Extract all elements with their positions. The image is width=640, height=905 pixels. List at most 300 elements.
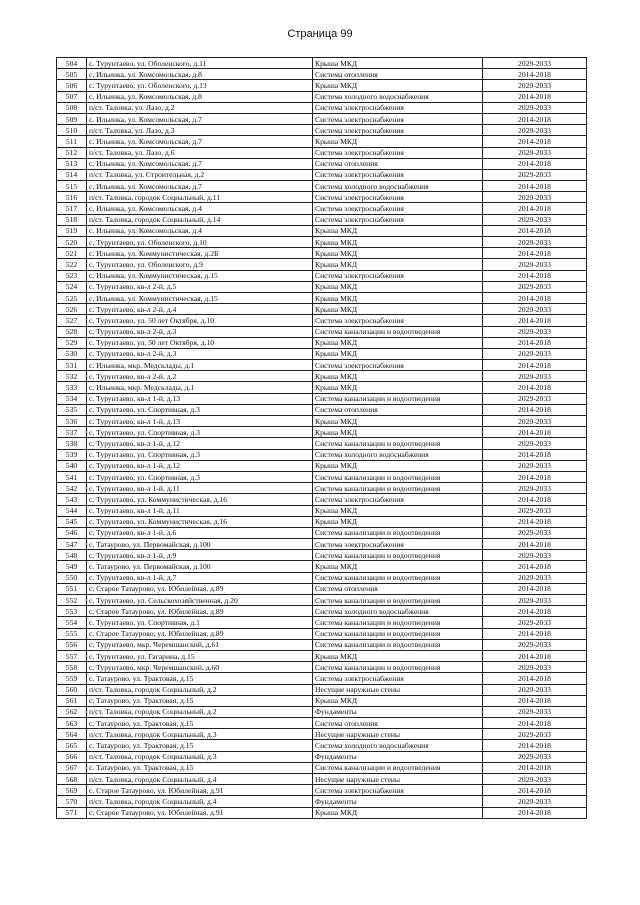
address-cell: с. Турунтаево, кв-л 1-й, д.7 bbox=[87, 572, 313, 583]
address-cell: с. Турунтаево, кв-л 2-й, д.3 bbox=[87, 348, 313, 359]
address-cell: с. Ильинка, ул. Коммунистическая, д.15 bbox=[87, 292, 313, 303]
table-row bbox=[57, 69, 587, 80]
period-cell: 2029-2033 bbox=[483, 617, 587, 628]
address-cell: с. Турунтаево, кв-л 1-й, д.13 bbox=[87, 416, 313, 427]
period-cell: 2029-2033 bbox=[483, 796, 587, 807]
address-cell: п/ст. Таловка, городок Социальный, д.4 bbox=[87, 774, 313, 785]
work-type-cell: Система канализации и водоотведения bbox=[313, 527, 483, 538]
row-number: 563 bbox=[57, 718, 87, 729]
table-row bbox=[57, 494, 587, 505]
period-cell: 2029-2033 bbox=[483, 304, 587, 315]
row-number: 514 bbox=[57, 169, 87, 180]
period-cell: 2014-2018 bbox=[483, 673, 587, 684]
period-cell: 2029-2033 bbox=[483, 259, 587, 270]
table-row bbox=[57, 539, 587, 550]
work-type-cell: Крыша МКД bbox=[313, 348, 483, 359]
row-number: 565 bbox=[57, 740, 87, 751]
table-row bbox=[57, 281, 587, 292]
work-type-cell: Крыша МКД bbox=[313, 382, 483, 393]
address-cell: с. Татаурово, ул. Первомайская, д.100 bbox=[87, 539, 313, 550]
row-number: 531 bbox=[57, 360, 87, 371]
row-number: 557 bbox=[57, 650, 87, 661]
table-row bbox=[57, 550, 587, 561]
address-cell: с. Турунтаево, ул. Гагарина, д.15 bbox=[87, 650, 313, 661]
address-cell: с. Турунтаево, кв-л 1-й, д.6 bbox=[87, 527, 313, 538]
work-type-cell: Крыша МКД bbox=[313, 695, 483, 706]
address-cell: с. Турунтаево, ул. Оболенского, д.13 bbox=[87, 80, 313, 91]
row-number: 512 bbox=[57, 147, 87, 158]
work-type-cell: Система отопления bbox=[313, 718, 483, 729]
table-row bbox=[57, 483, 587, 494]
address-cell: с. Ильинка, ул. Комсомольская, д.8 bbox=[87, 91, 313, 102]
table-row bbox=[57, 113, 587, 124]
work-type-cell: Несущие наружные стены bbox=[313, 729, 483, 740]
period-cell: 2029-2033 bbox=[483, 639, 587, 650]
address-cell: с. Ильинка, ул. Комсомольская, д.7 bbox=[87, 158, 313, 169]
address-cell: с. Турунтаево, ул. 50 лет Октября, д.10 bbox=[87, 337, 313, 348]
work-type-cell: Система электроснабжения bbox=[313, 673, 483, 684]
row-number: 507 bbox=[57, 91, 87, 102]
address-cell: с. Турунтаево, мкр. Черемшанский, д.61 bbox=[87, 639, 313, 650]
address-cell: с. Старое Татаурово, ул. Юбилейная, д.89 bbox=[87, 628, 313, 639]
row-number: 552 bbox=[57, 595, 87, 606]
table-row bbox=[57, 684, 587, 695]
work-type-cell: Система отопления bbox=[313, 69, 483, 80]
period-cell: 2029-2033 bbox=[483, 169, 587, 180]
table-row bbox=[57, 774, 587, 785]
table-row bbox=[57, 762, 587, 773]
address-cell: п/ст. Таловка, ул. Лазо, д.6 bbox=[87, 147, 313, 158]
table-row bbox=[57, 259, 587, 270]
period-cell: 2014-2018 bbox=[483, 427, 587, 438]
work-type-cell: Система электроснабжения bbox=[313, 203, 483, 214]
address-cell: с. Турунтаево, ул. Оболенского, д.9 bbox=[87, 259, 313, 270]
row-number: 523 bbox=[57, 270, 87, 281]
address-cell: с. Турунтаево, ул. Сельскохозяйственная, д.20 bbox=[87, 595, 313, 606]
row-number: 553 bbox=[57, 606, 87, 617]
address-cell: с. Турунтаево, кв-л 1-й, д.11 bbox=[87, 483, 313, 494]
work-type-cell: Система холодного водоснабжения bbox=[313, 740, 483, 751]
address-cell: с. Татаурово, ул. Трактовая, д.15 bbox=[87, 762, 313, 773]
table-row bbox=[57, 292, 587, 303]
address-cell: п/ст. Таловка, городок Социальный, д.11 bbox=[87, 192, 313, 203]
period-cell: 2029-2033 bbox=[483, 125, 587, 136]
period-cell: 2014-2018 bbox=[483, 740, 587, 751]
row-number: 524 bbox=[57, 281, 87, 292]
registry-table bbox=[56, 57, 587, 819]
table-row bbox=[57, 225, 587, 236]
work-type-cell: Система канализации и водоотведения bbox=[313, 326, 483, 337]
row-number: 519 bbox=[57, 225, 87, 236]
period-cell: 2029-2033 bbox=[483, 58, 587, 69]
work-type-cell: Крыша МКД bbox=[313, 516, 483, 527]
period-cell: 2014-2018 bbox=[483, 248, 587, 259]
work-type-cell: Система холодного водоснабжения bbox=[313, 449, 483, 460]
address-cell: с. Ильинка, ул. Комсомольская, д.7 bbox=[87, 181, 313, 192]
period-cell: 2014-2018 bbox=[483, 471, 587, 482]
work-type-cell: Крыша МКД bbox=[313, 292, 483, 303]
work-type-cell: Система электроснабжения bbox=[313, 785, 483, 796]
work-type-cell: Крыша МКД bbox=[313, 460, 483, 471]
work-type-cell: Крыша МКД bbox=[313, 136, 483, 147]
work-type-cell: Система электроснабжения bbox=[313, 270, 483, 281]
address-cell: с. Турунтаево, ул. 50 лет Октября, д.10 bbox=[87, 315, 313, 326]
period-cell: 2014-2018 bbox=[483, 91, 587, 102]
row-number: 513 bbox=[57, 158, 87, 169]
period-cell: 2014-2018 bbox=[483, 136, 587, 147]
address-cell: с. Турунтаево, ул. Оболенского, д.10 bbox=[87, 237, 313, 248]
table-row bbox=[57, 427, 587, 438]
table-row bbox=[57, 404, 587, 415]
address-cell: с. Турунтаево, кв-л 1-й, д.12 bbox=[87, 438, 313, 449]
row-number: 515 bbox=[57, 181, 87, 192]
period-cell: 2014-2018 bbox=[483, 158, 587, 169]
table-row bbox=[57, 337, 587, 348]
row-number: 540 bbox=[57, 460, 87, 471]
period-cell: 2014-2018 bbox=[483, 225, 587, 236]
table-row bbox=[57, 561, 587, 572]
work-type-cell: Система электроснабжения bbox=[313, 539, 483, 550]
work-type-cell: Крыша МКД bbox=[313, 650, 483, 661]
work-type-cell: Система канализации и водоотведения bbox=[313, 438, 483, 449]
period-cell: 2029-2033 bbox=[483, 281, 587, 292]
row-number: 520 bbox=[57, 237, 87, 248]
address-cell: с. Турунтаево, мкр. Черемшанский, д.60 bbox=[87, 662, 313, 673]
period-cell: 2014-2018 bbox=[483, 561, 587, 572]
address-cell: с. Ильинка, ул. Комсомольская, д.7 bbox=[87, 113, 313, 124]
table-row bbox=[57, 326, 587, 337]
table-row bbox=[57, 471, 587, 482]
row-number: 535 bbox=[57, 404, 87, 415]
address-cell: с. Турунтаево, кв-л 1-й, д.9 bbox=[87, 550, 313, 561]
row-number: 566 bbox=[57, 751, 87, 762]
period-cell: 2014-2018 bbox=[483, 113, 587, 124]
row-number: 545 bbox=[57, 516, 87, 527]
row-number: 517 bbox=[57, 203, 87, 214]
work-type-cell: Система электроснабжения bbox=[313, 113, 483, 124]
address-cell: с. Ильинка, ул. Комсомольская, д.8 bbox=[87, 69, 313, 80]
row-number: 546 bbox=[57, 527, 87, 538]
work-type-cell: Система электроснабжения bbox=[313, 360, 483, 371]
table-row bbox=[57, 706, 587, 717]
period-cell: 2029-2033 bbox=[483, 416, 587, 427]
table-row bbox=[57, 102, 587, 113]
address-cell: с. Турунтаево, кв-л 1-й, д.12 bbox=[87, 460, 313, 471]
work-type-cell: Система канализации и водоотведения bbox=[313, 762, 483, 773]
row-number: 551 bbox=[57, 583, 87, 594]
work-type-cell: Несущие наружные стены bbox=[313, 684, 483, 695]
table-row bbox=[57, 169, 587, 180]
table-row bbox=[57, 192, 587, 203]
address-cell: п/ст. Таловка, ул. Лазо, д.2 bbox=[87, 102, 313, 113]
table-row bbox=[57, 516, 587, 527]
work-type-cell: Система электроснабжения bbox=[313, 125, 483, 136]
period-cell: 2014-2018 bbox=[483, 292, 587, 303]
address-cell: с. Турунтаево, ул. Спортивная, д.1 bbox=[87, 617, 313, 628]
period-cell: 2029-2033 bbox=[483, 706, 587, 717]
row-number: 559 bbox=[57, 673, 87, 684]
table-row bbox=[57, 449, 587, 460]
table-row bbox=[57, 617, 587, 628]
address-cell: п/ст. Таловка, городок Социальный, д.3 bbox=[87, 729, 313, 740]
work-type-cell: Фундаменты bbox=[313, 796, 483, 807]
work-type-cell: Система холодного водоснабжения bbox=[313, 91, 483, 102]
work-type-cell: Крыша МКД bbox=[313, 371, 483, 382]
row-number: 564 bbox=[57, 729, 87, 740]
address-cell: с. Старое Татаурово, ул. Юбилейная, д.89 bbox=[87, 583, 313, 594]
work-type-cell: Система канализации и водоотведения bbox=[313, 483, 483, 494]
row-number: 530 bbox=[57, 348, 87, 359]
row-number: 550 bbox=[57, 572, 87, 583]
row-number: 525 bbox=[57, 292, 87, 303]
period-cell: 2029-2033 bbox=[483, 595, 587, 606]
work-type-cell: Система электроснабжения bbox=[313, 147, 483, 158]
address-cell: п/ст. Таловка, городок Социальный, д.4 bbox=[87, 796, 313, 807]
table-row bbox=[57, 729, 587, 740]
row-number: 556 bbox=[57, 639, 87, 650]
work-type-cell: Система электроснабжения bbox=[313, 494, 483, 505]
table-row bbox=[57, 393, 587, 404]
table-row bbox=[57, 662, 587, 673]
work-type-cell: Система канализации и водоотведения bbox=[313, 550, 483, 561]
work-type-cell: Система электроснабжения bbox=[313, 102, 483, 113]
work-type-cell: Система канализации и водоотведения bbox=[313, 639, 483, 650]
period-cell: 2014-2018 bbox=[483, 695, 587, 706]
period-cell: 2014-2018 bbox=[483, 494, 587, 505]
row-number: 522 bbox=[57, 259, 87, 270]
row-number: 570 bbox=[57, 796, 87, 807]
work-type-cell: Крыша МКД bbox=[313, 248, 483, 259]
row-number: 555 bbox=[57, 628, 87, 639]
table-row bbox=[57, 382, 587, 393]
row-number: 509 bbox=[57, 113, 87, 124]
address-cell: с. Татаурово, ул. Трактовая, д.15 bbox=[87, 718, 313, 729]
row-number: 544 bbox=[57, 505, 87, 516]
work-type-cell: Крыша МКД bbox=[313, 80, 483, 91]
period-cell: 2029-2033 bbox=[483, 147, 587, 158]
period-cell: 2029-2033 bbox=[483, 751, 587, 762]
registry-table-body bbox=[57, 58, 587, 819]
table-row bbox=[57, 158, 587, 169]
period-cell: 2029-2033 bbox=[483, 550, 587, 561]
work-type-cell: Система холодного водоснабжения bbox=[313, 606, 483, 617]
address-cell: с. Ильинка, ул. Комсомольская, д.7 bbox=[87, 136, 313, 147]
table-row bbox=[57, 505, 587, 516]
address-cell: с. Татаурово, ул. Трактовая, д.15 bbox=[87, 673, 313, 684]
address-cell: п/ст. Таловка, городок Социальный, д.14 bbox=[87, 214, 313, 225]
address-cell: с. Турунтаево, ул. Спортивная, д.3 bbox=[87, 404, 313, 415]
period-cell: 2014-2018 bbox=[483, 718, 587, 729]
period-cell: 2014-2018 bbox=[483, 516, 587, 527]
period-cell: 2014-2018 bbox=[483, 270, 587, 281]
address-cell: с. Турунтаево, ул. Спортивная, д.3 bbox=[87, 471, 313, 482]
period-cell: 2014-2018 bbox=[483, 181, 587, 192]
row-number: 526 bbox=[57, 304, 87, 315]
period-cell: 2029-2033 bbox=[483, 505, 587, 516]
address-cell: п/ст. Таловка, городок Социальный, д.2 bbox=[87, 684, 313, 695]
address-cell: с. Ильинка, ул. Коммунистическая, д.15 bbox=[87, 270, 313, 281]
table-row bbox=[57, 58, 587, 69]
work-type-cell: Система канализации и водоотведения bbox=[313, 471, 483, 482]
row-number: 534 bbox=[57, 393, 87, 404]
work-type-cell: Крыша МКД bbox=[313, 427, 483, 438]
row-number: 528 bbox=[57, 326, 87, 337]
table-row bbox=[57, 673, 587, 684]
table-row bbox=[57, 807, 587, 818]
work-type-cell: Крыша МКД bbox=[313, 259, 483, 270]
period-cell: 2029-2033 bbox=[483, 572, 587, 583]
period-cell: 2029-2033 bbox=[483, 527, 587, 538]
table-row bbox=[57, 785, 587, 796]
table-row bbox=[57, 438, 587, 449]
table-row bbox=[57, 214, 587, 225]
row-number: 533 bbox=[57, 382, 87, 393]
period-cell: 2029-2033 bbox=[483, 662, 587, 673]
row-number: 538 bbox=[57, 438, 87, 449]
table-row bbox=[57, 80, 587, 91]
row-number: 510 bbox=[57, 125, 87, 136]
period-cell: 2014-2018 bbox=[483, 539, 587, 550]
work-type-cell: Система электроснабжения bbox=[313, 315, 483, 326]
address-cell: с. Турунтаево, кв-л 2-й, д.5 bbox=[87, 281, 313, 292]
period-cell: 2029-2033 bbox=[483, 684, 587, 695]
address-cell: п/ст. Таловка, ул. Строительная, д.2 bbox=[87, 169, 313, 180]
row-number: 516 bbox=[57, 192, 87, 203]
row-number: 542 bbox=[57, 483, 87, 494]
table-row bbox=[57, 203, 587, 214]
period-cell: 2014-2018 bbox=[483, 203, 587, 214]
work-type-cell: Крыша МКД bbox=[313, 281, 483, 292]
period-cell: 2029-2033 bbox=[483, 348, 587, 359]
table-row bbox=[57, 718, 587, 729]
row-number: 532 bbox=[57, 371, 87, 382]
address-cell: с. Татаурово, ул. Трактовая, д.15 bbox=[87, 740, 313, 751]
work-type-cell: Несущие наружные стены bbox=[313, 774, 483, 785]
period-cell: 2014-2018 bbox=[483, 807, 587, 818]
table-row bbox=[57, 237, 587, 248]
period-cell: 2014-2018 bbox=[483, 583, 587, 594]
work-type-cell: Крыша МКД bbox=[313, 337, 483, 348]
row-number: 537 bbox=[57, 427, 87, 438]
address-cell: с. Старое Татаурово, ул. Юбилейная, д.89 bbox=[87, 606, 313, 617]
table-row bbox=[57, 91, 587, 102]
work-type-cell: Фундаменты bbox=[313, 751, 483, 762]
row-number: 541 bbox=[57, 471, 87, 482]
table-row bbox=[57, 181, 587, 192]
address-cell: с. Турунтаево, ул. Спортивная, д.3 bbox=[87, 449, 313, 460]
table-row bbox=[57, 695, 587, 706]
table-row bbox=[57, 348, 587, 359]
period-cell: 2014-2018 bbox=[483, 606, 587, 617]
table-row bbox=[57, 628, 587, 639]
period-cell: 2029-2033 bbox=[483, 483, 587, 494]
address-cell: с. Ильинка, ул. Коммунистическая, д.2Б bbox=[87, 248, 313, 259]
work-type-cell: Крыша МКД bbox=[313, 237, 483, 248]
row-number: 571 bbox=[57, 807, 87, 818]
table-row bbox=[57, 248, 587, 259]
address-cell: с. Турунтаево, ул. Коммунистическая, д.16 bbox=[87, 494, 313, 505]
period-cell: 2014-2018 bbox=[483, 449, 587, 460]
period-cell: 2029-2033 bbox=[483, 460, 587, 471]
row-number: 547 bbox=[57, 539, 87, 550]
table-row bbox=[57, 527, 587, 538]
row-number: 554 bbox=[57, 617, 87, 628]
period-cell: 2014-2018 bbox=[483, 404, 587, 415]
period-cell: 2029-2033 bbox=[483, 371, 587, 382]
row-number: 508 bbox=[57, 102, 87, 113]
work-type-cell: Фундаменты bbox=[313, 706, 483, 717]
address-cell: п/ст. Таловка, городок Социальный, д.2 bbox=[87, 706, 313, 717]
work-type-cell: Система канализации и водоотведения bbox=[313, 572, 483, 583]
work-type-cell: Система канализации и водоотведения bbox=[313, 393, 483, 404]
period-cell: 2014-2018 bbox=[483, 360, 587, 371]
table-row bbox=[57, 572, 587, 583]
period-cell: 2014-2018 bbox=[483, 785, 587, 796]
table-row bbox=[57, 460, 587, 471]
period-cell: 2029-2033 bbox=[483, 393, 587, 404]
work-type-cell: Система электроснабжения bbox=[313, 214, 483, 225]
period-cell: 2029-2033 bbox=[483, 102, 587, 113]
row-number: 569 bbox=[57, 785, 87, 796]
address-cell: с. Турунтаево, ул. Коммунистическая, д.16 bbox=[87, 516, 313, 527]
work-type-cell: Крыша МКД bbox=[313, 416, 483, 427]
address-cell: с. Ильинка, ул. Комсомольская, д.4 bbox=[87, 203, 313, 214]
work-type-cell: Система канализации и водоотведения bbox=[313, 617, 483, 628]
table-row bbox=[57, 136, 587, 147]
work-type-cell: Система электроснабжения bbox=[313, 169, 483, 180]
table-row bbox=[57, 606, 587, 617]
period-cell: 2029-2033 bbox=[483, 729, 587, 740]
work-type-cell: Система холодного водоснабжения bbox=[313, 181, 483, 192]
work-type-cell: Крыша МКД bbox=[313, 505, 483, 516]
table-row bbox=[57, 650, 587, 661]
row-number: 506 bbox=[57, 80, 87, 91]
row-number: 511 bbox=[57, 136, 87, 147]
period-cell: 2029-2033 bbox=[483, 438, 587, 449]
address-cell: с. Ильинка, ул. Комсомольская, д.4 bbox=[87, 225, 313, 236]
period-cell: 2029-2033 bbox=[483, 774, 587, 785]
row-number: 549 bbox=[57, 561, 87, 572]
work-type-cell: Крыша МКД bbox=[313, 58, 483, 69]
work-type-cell: Система канализации и водоотведения bbox=[313, 595, 483, 606]
work-type-cell: Крыша МКД bbox=[313, 807, 483, 818]
address-cell: с. Ильинка, мкр. Медсклады, д.1 bbox=[87, 382, 313, 393]
row-number: 529 bbox=[57, 337, 87, 348]
table-row bbox=[57, 125, 587, 136]
address-cell: с. Турунтаево, ул. Оболенского, д.11 bbox=[87, 58, 313, 69]
table-row bbox=[57, 583, 587, 594]
address-cell: п/ст. Таловка, ул. Лазо, д.3 bbox=[87, 125, 313, 136]
period-cell: 2029-2033 bbox=[483, 192, 587, 203]
row-number: 539 bbox=[57, 449, 87, 460]
period-cell: 2014-2018 bbox=[483, 650, 587, 661]
row-number: 548 bbox=[57, 550, 87, 561]
table-row bbox=[57, 304, 587, 315]
table-row bbox=[57, 595, 587, 606]
work-type-cell: Система отопления bbox=[313, 404, 483, 415]
address-cell: с. Турунтаево, ул. Спортивная, д.3 bbox=[87, 427, 313, 438]
row-number: 543 bbox=[57, 494, 87, 505]
table-row bbox=[57, 796, 587, 807]
address-cell: с. Старое Татаурово, ул. Юбилейная, д.91 bbox=[87, 807, 313, 818]
period-cell: 2029-2033 bbox=[483, 214, 587, 225]
row-number: 536 bbox=[57, 416, 87, 427]
address-cell: с. Турунтаево, кв-л 2-й, д.4 bbox=[87, 304, 313, 315]
row-number: 521 bbox=[57, 248, 87, 259]
row-number: 568 bbox=[57, 774, 87, 785]
work-type-cell: Система отопления bbox=[313, 158, 483, 169]
table-row bbox=[57, 360, 587, 371]
